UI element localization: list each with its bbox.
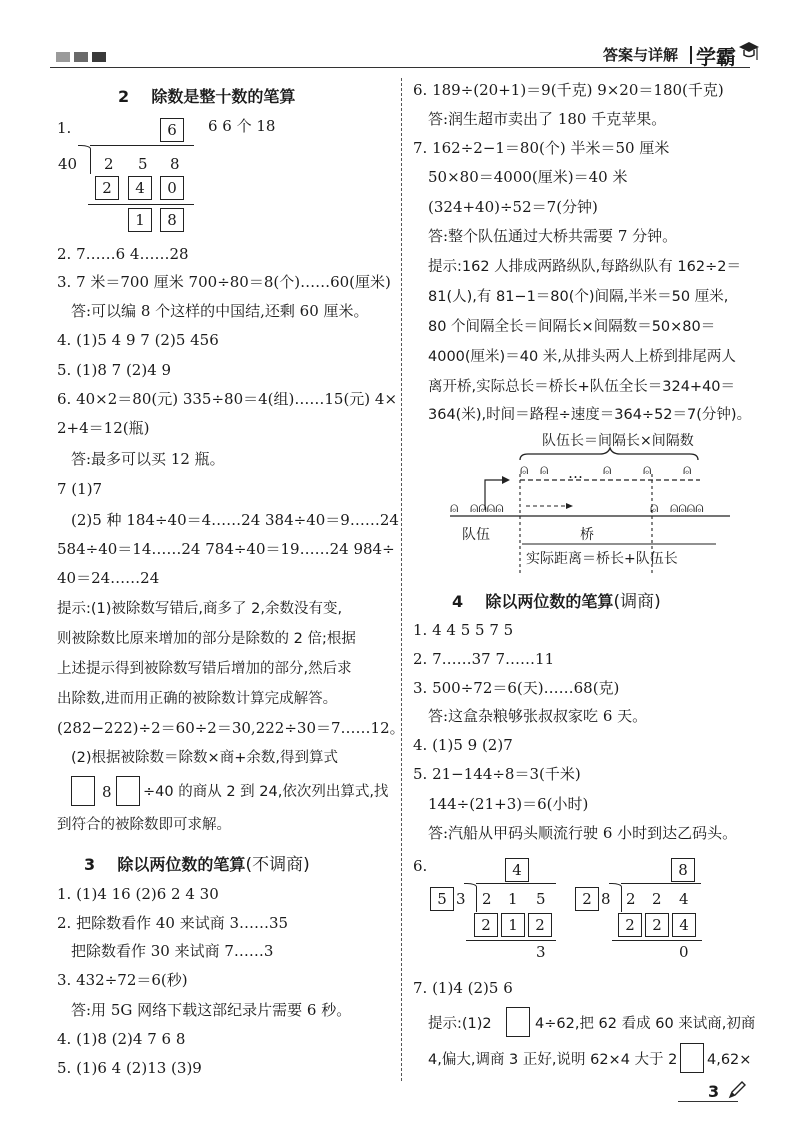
product-box: 2 <box>645 913 669 937</box>
hint-line: 离开桥,实际总长＝桥长+队伍全长＝324+40＝ <box>428 379 736 395</box>
product-box: 2 <box>474 913 498 937</box>
answer-line: 6. 189÷(20+1)＝9(千克) 9×20＝180(千克) <box>413 81 724 99</box>
dividend-digit: 2 <box>482 890 492 908</box>
answer-line: 4. (1)5 4 9 7 (2)5 456 <box>57 331 219 349</box>
quotient-box: 6 <box>160 118 184 142</box>
person-icon: ⍝ <box>683 462 692 478</box>
hint-line: 上述提示得到被除数写错后增加的部分,然后求 <box>57 661 352 677</box>
person-icon: ⍝ <box>520 462 529 478</box>
dividend-digit: 5 <box>138 155 148 173</box>
division-bracket <box>78 145 91 174</box>
graduation-cap-icon <box>738 38 760 64</box>
dividend-digit: 1 <box>508 890 518 908</box>
q1-label: 1. <box>57 119 72 137</box>
division-bar <box>476 883 556 884</box>
subtraction-line <box>612 940 702 941</box>
answer-line: 2+4＝12(瓶) <box>57 419 150 437</box>
answer-line: 7 (1)7 <box>57 480 103 498</box>
section-number: 2 <box>118 87 130 106</box>
product-box: 2 <box>95 176 119 200</box>
answer-line: 答:可以编 8 个这样的中国结,还剩 60 厘米。 <box>71 302 369 320</box>
hint-line: 到符合的被除数即可求解。 <box>57 817 231 833</box>
product-box: 2 <box>528 913 552 937</box>
person-icon: ⍝ <box>450 500 459 516</box>
section-3-heading <box>84 850 310 875</box>
person-icon: ⍝ <box>643 462 652 478</box>
section-title: 除以两位数的笔算 <box>485 592 614 611</box>
diagram-bridge-label: 桥 <box>580 527 594 543</box>
hint-line: 4000(厘米)＝40 米,从排头两人上桥到排尾两人 <box>428 349 736 365</box>
section-number: 3 <box>84 855 96 874</box>
hint-line: 8 <box>102 783 112 801</box>
answer-line: 答:最多可以买 12 瓶。 <box>71 450 225 468</box>
hint-line: 4,偏大,调商 3 正好,说明 62×4 大于 2 <box>428 1052 678 1068</box>
remainder-digit: 0 <box>679 943 689 961</box>
dividend-digit: 2 <box>652 890 662 908</box>
footer-rule <box>678 1101 738 1102</box>
remainder-box: 8 <box>160 208 184 232</box>
diagram-dots: … <box>568 464 583 482</box>
person-icon: ⍝⍝⍝⍝ <box>470 500 504 516</box>
hint-line: (282−222)÷2＝60÷2＝30,222÷30＝7……12。 <box>57 719 405 737</box>
dividend-digit: 4 <box>679 890 689 908</box>
quotient-box: 8 <box>671 858 695 882</box>
answer-line: 584÷40＝14……24 784÷40＝19……24 984÷ <box>57 540 395 558</box>
header-section: 答案与详解 <box>603 46 679 64</box>
answer-line: 答:用 5G 网络下载这部纪录片需要 6 秒。 <box>71 1001 352 1019</box>
queue-bridge-diagram <box>440 432 740 580</box>
divisor: 40 <box>58 155 78 173</box>
answer-line: 答:这盒杂粮够张叔叔家吃 6 天。 <box>428 707 648 725</box>
blank-box <box>71 776 95 806</box>
answer-line: 3. 7 米＝700 厘米 700÷80＝8(个)……60(厘米) <box>57 273 391 291</box>
answer-line: 把除数看作 30 来试商 7……3 <box>71 942 274 960</box>
diagram-distance-label: 实际距离＝桥长+队伍长 <box>526 551 678 567</box>
answer-line: 4. (1)8 (2)4 7 6 8 <box>57 1030 186 1048</box>
hint-line: ÷40 的商从 2 到 24,依次列出算式,找 <box>143 784 389 800</box>
dividend-digit: 5 <box>536 890 546 908</box>
page-number: 3 <box>708 1082 720 1101</box>
person-icon: ⍝ <box>603 462 612 478</box>
hint-line: 提示:162 人排成两路纵队,每路纵队有 162÷2＝ <box>428 259 741 275</box>
section-suffix: (调商) <box>613 592 661 612</box>
hint-line: 81(人),有 81−1＝80(个)间隔,半米＝50 厘米, <box>428 289 729 305</box>
product-box: 4 <box>672 913 696 937</box>
divisor-digit: 8 <box>601 890 611 908</box>
diagram-top-label: 队伍长＝间隔长×间隔数 <box>542 433 694 449</box>
answer-line: 144÷(21+3)＝6(小时) <box>428 795 589 813</box>
header-brand: 学霸 <box>696 45 736 69</box>
hint-line: 80 个间隔全长＝间隔长×间隔数＝50×80＝ <box>428 319 716 335</box>
answer-line: (2)5 种 184÷40＝4……24 384÷40＝9……24 <box>71 511 399 529</box>
answer-line: 3. 500÷72＝6(天)……68(克) <box>413 679 620 697</box>
section-title: 除数是整十数的笔算 <box>151 87 296 106</box>
answer-line: 2. 7……37 7……11 <box>413 650 555 668</box>
hint-line: 则被除数比原来增加的部分是除数的 2 倍;根据 <box>57 631 356 647</box>
subtraction-line <box>466 940 556 941</box>
header-separator <box>690 46 692 64</box>
person-icon: ⍝⍝⍝⍝ <box>670 500 704 516</box>
section-suffix: (不调商) <box>245 855 310 875</box>
answer-line: 7. 162÷2−1＝80(个) 半米＝50 厘米 <box>413 139 670 157</box>
answer-line: 50×80＝4000(厘米)＝40 米 <box>428 168 628 186</box>
division-bracket <box>609 883 622 912</box>
quotient-box: 4 <box>505 858 529 882</box>
division-bar <box>90 145 194 146</box>
answer-line: 5. 21−144÷8＝3(千米) <box>413 765 581 783</box>
person-icon: ⍝ <box>650 500 659 516</box>
answer-line: 6. <box>413 857 428 875</box>
answer-line: 1. (1)4 16 (2)6 2 4 30 <box>57 885 219 903</box>
remainder-box: 1 <box>128 208 152 232</box>
answer-line: 5. (1)6 4 (2)13 (3)9 <box>57 1059 202 1077</box>
dividend-digit: 2 <box>104 155 114 173</box>
section-number: 4 <box>452 592 464 611</box>
header-rule <box>50 67 750 68</box>
column-divider <box>401 78 402 1081</box>
dividend-digit: 8 <box>170 155 180 173</box>
answer-line: 4. (1)5 9 (2)7 <box>413 736 513 754</box>
subtraction-line <box>88 204 194 205</box>
division-bracket <box>464 883 477 912</box>
product-box: 0 <box>160 176 184 200</box>
hint-line: 364(米),时间＝路程÷速度＝364÷52＝7(分钟)。 <box>428 407 752 423</box>
hint-line: 出除数,进而用正确的被除数计算完成解答。 <box>57 691 338 707</box>
divisor-digit: 3 <box>456 890 466 908</box>
header-marks <box>56 52 112 62</box>
answer-line: 1. 4 4 5 5 7 5 <box>413 621 514 639</box>
product-box: 4 <box>128 176 152 200</box>
section-4-heading <box>452 587 661 612</box>
blank-box <box>116 776 140 806</box>
product-box: 2 <box>618 913 642 937</box>
answer-line: 答:整个队伍通过大桥共需要 7 分钟。 <box>428 227 678 245</box>
hint-line: 提示:(1)被除数写错后,商多了 2,余数没有变, <box>57 601 343 617</box>
diagram-team-label: 队伍 <box>462 527 490 543</box>
answer-line: 2. 把除数看作 40 来试商 3……35 <box>57 914 289 932</box>
hint-line: 4,62× <box>707 1052 752 1068</box>
blank-box <box>506 1007 530 1037</box>
divisor-box: 5 <box>430 887 454 911</box>
hint-line: 4÷62,把 62 看成 60 来试商,初商 <box>535 1016 756 1032</box>
division-bar <box>621 883 701 884</box>
product-box: 1 <box>501 913 525 937</box>
pencil-icon <box>727 1080 747 1100</box>
section-2-heading <box>118 84 295 107</box>
answer-line: 6. 40×2＝80(元) 335÷80＝4(组)……15(元) 4× <box>57 390 398 408</box>
answer-line: 答:汽船从甲码头顺流行驶 6 小时到达乙码头。 <box>428 824 738 842</box>
hint-line: 提示:(1)2 <box>428 1016 492 1032</box>
answer-line: 答:润生超市卖出了 180 千克苹果。 <box>428 110 667 128</box>
person-icon: ⍝ <box>540 462 549 478</box>
answer-line: 3. 432÷72＝6(秒) <box>57 971 188 989</box>
q1-answers: 6 6 个 18 <box>208 117 276 135</box>
answer-line: 2. 7……6 4……28 <box>57 245 189 263</box>
divisor-box: 2 <box>575 887 599 911</box>
hint-line: (2)根据被除数＝除数×商+余数,得到算式 <box>71 750 338 766</box>
answer-line: 5. (1)8 7 (2)4 9 <box>57 361 172 379</box>
blank-box <box>680 1043 704 1073</box>
answer-line: 7. (1)4 (2)5 6 <box>413 979 513 997</box>
answer-line: 40＝24……24 <box>57 569 160 587</box>
dividend-digit: 2 <box>626 890 636 908</box>
answer-line: (324+40)÷52＝7(分钟) <box>428 198 598 216</box>
section-title: 除以两位数的笔算 <box>117 855 246 874</box>
remainder-digit: 3 <box>536 943 546 961</box>
